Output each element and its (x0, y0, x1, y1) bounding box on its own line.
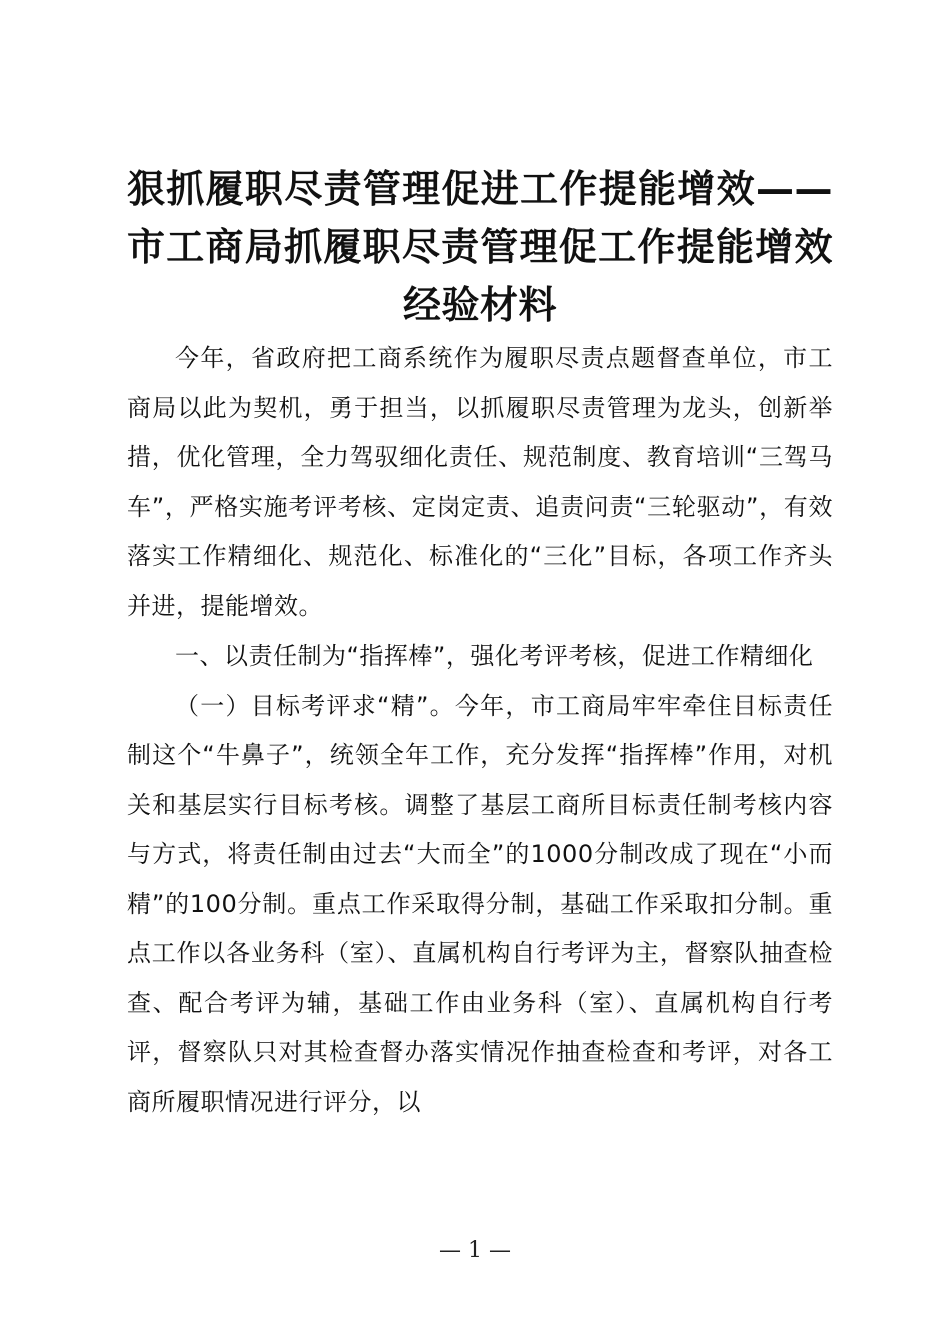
section-heading-1: 一、以责任制为“指挥棒”，强化考评考核，促进工作精细化 (175, 642, 814, 670)
intro-paragraph: 今年，省政府把工商系统作为履职尽责点题督查单位，市工商局以此为契机，勇于担当，以抓履职尽责管理为龙头，创新举措，优化管理，全力驾驭细化责任、规范制度、教育培训“三驾马车”，严格实施考评考核、定岗定责、追责问责“三轮驱动”，有效落实工作精细化、规范化、标准化的“三化”目标，各项工作齐头并进，提能增效。 (127, 344, 833, 620)
page-number: — 1 — (439, 1238, 511, 1263)
document-title: 狠抓履职尽责管理促进工作提能增效——市工商局抓履职尽责管理促工作提能增效经验材料 (127, 167, 833, 327)
body-paragraph-1: （一）目标考评求“精”。今年，市工商局牢牢牵住目标责任制这个“牛鼻子”，统领全年工作，充分发挥“指挥棒”作用，对机关和基层实行目标考核。调整了基层工商所目标责任制考核内容与方式，将责任制由过去“大而全”的1000分制改成了现在“小而精”的100分制。重点工作采取得分制，基础工作采取扣分制。重点工作以各业务科（室）、直属机构自行考评为主，督察队抽查检查、配合考评为辅，基础工作由业务科（室）、直属机构自行考评，督察队只对其检查督办落实情况作抽查检查和考评，对各工商所履职情况进行评分，以 (127, 691, 833, 1116)
document-page (127, 160, 833, 1127)
